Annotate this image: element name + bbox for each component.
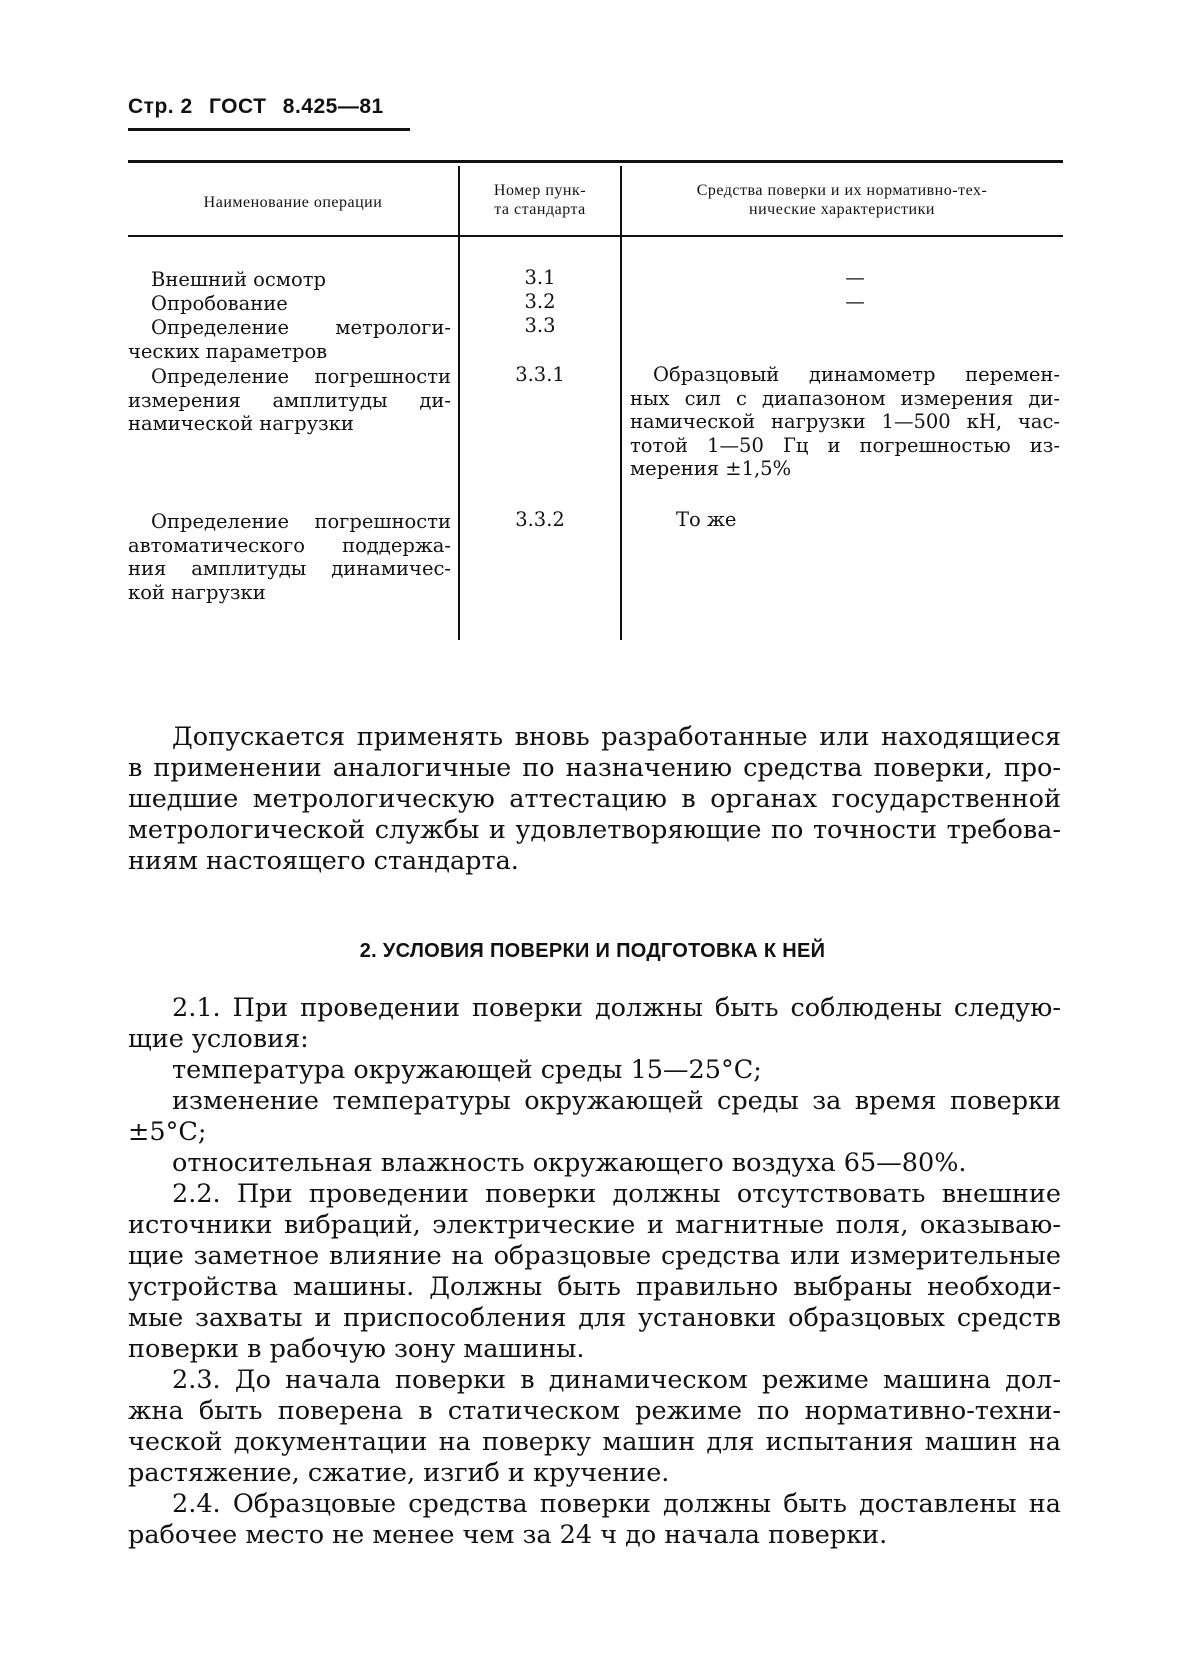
- table-row-means: —: [845, 290, 865, 313]
- table-row-operation: Определение метрологи- ческих параметров: [128, 316, 451, 363]
- section-title: 2. УСЛОВИЯ ПОВЕРКИ И ПОДГОТОВКА К НЕЙ: [359, 940, 826, 962]
- clause-2-2: 2.2. При проведении поверки должны отсутствовать внешние: [172, 1179, 1061, 1209]
- standard-number: 8.425—81: [282, 95, 384, 118]
- page-header: [128, 95, 394, 119]
- table-row-means: То же: [676, 508, 737, 531]
- table-divider-2: [620, 166, 622, 640]
- table-row-operation: Опробование: [151, 292, 288, 315]
- table-row-operation: Определение погрешности автоматического поддержа- ния амплитуды динамичес- кой нагрузки: [128, 510, 451, 604]
- table-row-means: Образцовый динамометр перемен- ных сил с диапазоном измерения ди- намической нагрузки 1—500 кН, час- тотой 1—50 Гц и погрешностью из- мерения ±1,5%: [630, 363, 1060, 480]
- table-header-rule: [128, 235, 1063, 237]
- table-row-operation: Определение погрешности измерения амплитуды ди- намической нагрузки: [128, 365, 451, 435]
- table-row-clause: 3.3.2: [515, 508, 565, 531]
- clause-2-3: 2.3. До начала поверки в динамическом режиме машина дол-: [172, 1365, 1061, 1395]
- clause-2-4: 2.4. Образцовые средства поверки должны быть доставлены на: [172, 1489, 1061, 1519]
- table-row-clause: 3.3: [524, 314, 556, 337]
- header-clause: Номер пунк- та стандарта: [493, 182, 587, 218]
- table-row-clause: 3.2: [524, 290, 556, 313]
- table-row-clause: 3.1: [524, 266, 556, 289]
- header-operation: Наименование операции: [203, 194, 383, 211]
- header-rule: [128, 128, 410, 131]
- table-top-rule: [128, 160, 1063, 163]
- header-means: Средства поверки и их нормативно-тех- нические характеристики: [696, 182, 988, 218]
- section-body: 2.1. При проведении поверки должны быть соблюдены следую- щие условия: температура окружающей среды 15—25°С; изменение температуры окружающей среды за время поверки ±5°С; относительная влажность окружающего воздуха 65—80%. 2.2. При проведении поверки должны отсутствовать внешние источники вибраций, электрические и магнитные поля, оказываю- щие заметное влияние на образцовые средства или измерительные устройства машины. Должны быть правильно выбраны необходи- мые захваты и приспособления для установки образцовых средств поверки в рабочую зону машины. 2.3. До начала поверки в динамическом режиме машина дол- жна быть поверена в статическом режиме по нормативно-техни- ческой документации на поверку машин для испытания машин на растяжение, сжатие, изгиб и кручение. 2.4. Образцовые средства поверки должны быть доставлены на рабочее место не менее чем за 24 ч до начала поверки.: [128, 993, 1061, 1550]
- table-row-operation: Внешний осмотр: [151, 268, 327, 291]
- intro-paragraph: Допускается применять вновь разработанные или находящиеся в применении аналогичные по назначению средства поверки, про- шедшие метрологическую аттестацию в органах государственной метрологической службы и удовлетворяющие по точности требова- ниям настоящего стандарта.: [128, 722, 1061, 876]
- table-row-means: —: [845, 266, 865, 289]
- standard-label: ГОСТ: [208, 95, 267, 118]
- page-number: Стр. 2: [128, 95, 193, 118]
- table-divider-1: [458, 166, 460, 640]
- clause-2-1: 2.1. При проведении поверки должны быть соблюдены следую-: [172, 993, 1061, 1023]
- table-row-clause: 3.3.1: [515, 363, 565, 386]
